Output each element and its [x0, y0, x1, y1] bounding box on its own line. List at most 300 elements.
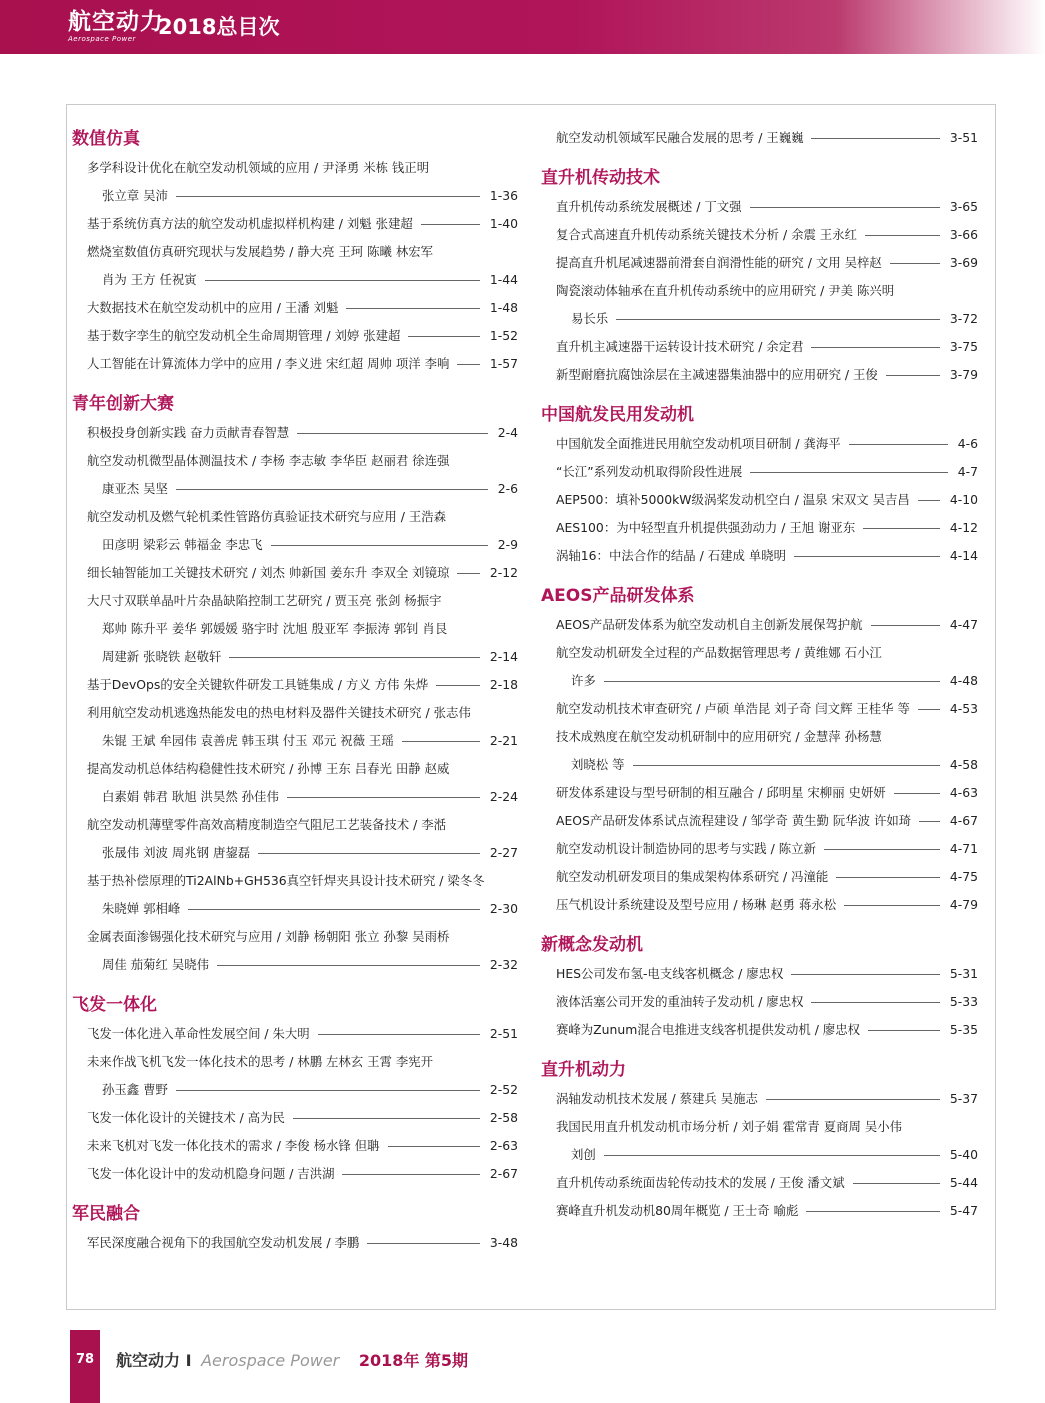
leader-line	[919, 821, 940, 822]
leader-line	[287, 797, 480, 798]
toc-entry[interactable]	[541, 514, 978, 542]
toc-section	[541, 124, 978, 152]
toc-entry[interactable]	[72, 1020, 518, 1048]
toc-entry-text: 孙玉鑫 曹野	[102, 1082, 168, 1097]
toc-entry-text: 直升机传动系统面齿轮传动技术的发展 / 王俊 潘文斌	[556, 1175, 845, 1190]
logo-cn: 航空动力	[68, 9, 164, 35]
toc-entry-line	[541, 1085, 978, 1113]
toc-entry-text: 航空发动机技术审查研究 / 卢硕 单浩昆 刘子奇 闫文辉 王桂华 等	[556, 701, 910, 716]
leader-line	[894, 793, 940, 794]
toc-entry[interactable]	[72, 154, 518, 210]
toc-entry-text: 中国航发全面推进民用航空发动机项目研制 / 龚海平	[556, 436, 841, 451]
leader-line	[604, 1155, 940, 1156]
toc-entry-text: 刘晓松 等	[571, 757, 625, 772]
leader-line	[863, 528, 940, 529]
toc-entry[interactable]	[72, 294, 518, 322]
toc-entry-text: 军民深度融合视角下的我国航空发动机发展 / 李鹏	[87, 1235, 360, 1250]
toc-entry[interactable]	[541, 863, 978, 891]
toc-entry-line	[72, 895, 518, 923]
toc-page-number: 2-30	[489, 901, 518, 916]
toc-entry-line	[72, 1229, 518, 1257]
toc-entry-text: AEP500：填补5000kW级涡桨发动机空白 / 温泉 宋双文 吴吉昌	[556, 492, 910, 507]
toc-entry-text: 飞发一体化设计的关键技术 / 高为民	[87, 1110, 285, 1125]
toc-page-number: 5-35	[949, 1022, 978, 1037]
toc-page-number: 4-12	[949, 520, 978, 535]
leader-line	[811, 347, 939, 348]
toc-entry-text: 基于热补偿原理的Ti2AlNb+GH536真空钎焊夹具设计技术研究 / 梁冬冬	[87, 873, 485, 888]
leader-line	[457, 573, 480, 574]
leader-line	[616, 319, 940, 320]
toc-entry-line	[541, 891, 978, 919]
toc-entry-line	[72, 294, 518, 322]
toc-entry-text: AES100：为中轻型直升机提供强劲动力 / 王旭 谢亚东	[556, 520, 856, 535]
toc-entry-text: 田彦明 梁彩云 韩福金 李忠飞	[102, 537, 263, 552]
toc-entry-text: 复合式高速直升机传动系统关键技术分析 / 余震 王永红	[556, 227, 857, 242]
toc-entry[interactable]	[541, 723, 978, 779]
toc-entry-text: AEOS产品研发体系为航空发动机自主创新发展保驾护航	[556, 617, 863, 632]
leader-line	[890, 263, 940, 264]
toc-entry-line	[541, 863, 978, 891]
logo-en: Aerospace Power	[68, 35, 136, 43]
toc-entry-text: 利用航空发动机逃逸热能发电的热电材料及器件关键技术研究 / 张志伟	[87, 705, 471, 720]
toc-entry-text: 我国民用直升机发动机市场分析 / 刘子娟 霍常青 夏商周 吴小伟	[556, 1119, 903, 1134]
section-title: 青年创新大赛	[72, 394, 174, 414]
leader-line	[750, 472, 947, 473]
toc-entry-line	[541, 639, 978, 667]
toc-entry-text: 航空发动机微型晶体测温技术 / 李杨 李志敏 李华臣 赵丽君 徐连强	[87, 453, 450, 468]
toc-entry[interactable]	[72, 923, 518, 979]
toc-entry-line	[541, 1197, 978, 1225]
toc-entry-text: 易长乐	[571, 311, 609, 326]
toc-page-number: 2-4	[497, 425, 518, 440]
leader-line	[824, 849, 940, 850]
toc-page-number: 2-21	[489, 733, 518, 748]
toc-page-number: 1-40	[489, 216, 518, 231]
toc-entry-line	[72, 447, 518, 475]
toc-entry-line	[541, 1141, 978, 1169]
toc-page-number: 1-48	[489, 300, 518, 315]
toc-entry[interactable]	[541, 779, 978, 807]
toc-entry-line	[72, 699, 518, 727]
section-title: 新概念发动机	[541, 935, 643, 955]
toc-page-number: 4-48	[949, 673, 978, 688]
leader-line	[297, 433, 488, 434]
toc-entry-text: 人工智能在计算流体力学中的应用 / 李义进 宋红超 周帅 项洋 李响	[87, 356, 450, 371]
leader-line	[318, 1034, 480, 1035]
toc-entry[interactable]	[541, 960, 978, 988]
toc-page-number: 3-75	[949, 339, 978, 354]
toc-entry-line	[72, 559, 518, 587]
section-title: 直升机传动技术	[541, 168, 660, 188]
leader-line	[836, 877, 940, 878]
toc-page-number: 3-72	[949, 311, 978, 326]
leader-line	[871, 625, 940, 626]
toc-entry-line	[72, 643, 518, 671]
toc-section	[541, 1055, 978, 1225]
toc-entry[interactable]	[541, 361, 978, 389]
section-title: 直升机动力	[541, 1060, 626, 1080]
toc-entry-text: 陶瓷滚动体轴承在直升机传动系统中的应用研究 / 尹美 陈兴明	[556, 283, 895, 298]
toc-entry-line	[72, 238, 518, 266]
leader-line	[271, 545, 488, 546]
toc-entry-line	[541, 486, 978, 514]
toc-entry[interactable]	[541, 124, 978, 152]
toc-entry[interactable]	[72, 755, 518, 811]
toc-entry[interactable]	[541, 542, 978, 570]
toc-page-number: 2-12	[489, 565, 518, 580]
toc-page-number: 2-58	[489, 1110, 518, 1125]
toc-entry[interactable]	[541, 486, 978, 514]
leader-line	[408, 336, 480, 337]
toc-entry[interactable]	[72, 447, 518, 503]
toc-page-number: 4-67	[949, 813, 978, 828]
leader-line	[806, 1211, 939, 1212]
toc-entry-text: 基于DevOps的安全关键软件研发工具链集成 / 方义 方伟 朱烨	[87, 677, 429, 692]
toc-entry[interactable]	[541, 1197, 978, 1225]
toc-entry[interactable]	[541, 891, 978, 919]
toc-entry[interactable]	[72, 210, 518, 238]
toc-entry-line	[541, 723, 978, 751]
toc-entry-text: 提高发动机总体结构稳健性技术研究 / 孙博 王东 吕春光 田静 赵威	[87, 761, 450, 776]
toc-entry-line	[541, 249, 978, 277]
toc-entry[interactable]	[72, 671, 518, 699]
leader-line	[811, 138, 939, 139]
toc-page-number: 2-24	[489, 789, 518, 804]
toc-entry[interactable]	[541, 807, 978, 835]
toc-entry[interactable]	[72, 559, 518, 587]
section-title: 军民融合	[72, 1204, 140, 1224]
toc-entry-line	[72, 1048, 518, 1076]
toc-page-number: 3-48	[489, 1235, 518, 1250]
section-title: 数值仿真	[72, 129, 140, 149]
toc-section	[541, 581, 978, 919]
toc-section	[72, 389, 518, 979]
toc-section	[72, 990, 518, 1188]
leader-line	[229, 657, 479, 658]
toc-entry-line	[72, 419, 518, 447]
toc-section	[72, 1199, 518, 1257]
toc-entry-line	[72, 1076, 518, 1104]
leader-line	[633, 765, 940, 766]
toc-entry[interactable]	[72, 1160, 518, 1188]
toc-page-number: 4-79	[949, 897, 978, 912]
toc-entry[interactable]	[541, 1113, 978, 1169]
toc-entry-line	[541, 458, 978, 486]
toc-entry-text: 基于数字孪生的航空发动机全生命周期管理 / 刘婷 张建超	[87, 328, 401, 343]
toc-entry-line	[72, 867, 518, 895]
toc-entry-line	[72, 671, 518, 699]
toc-page-number: 2-52	[489, 1082, 518, 1097]
toc-entry-text: 研发体系建设与型号研制的相互融合 / 邱明星 宋柳丽 史妍妍	[556, 785, 886, 800]
toc-page-number: 5-44	[949, 1175, 978, 1190]
toc-entry-text: 技术成熟度在航空发动机研制中的应用研究 / 金慧萍 孙杨慧	[556, 729, 882, 744]
toc-entry[interactable]	[72, 1229, 518, 1257]
toc-page-number: 2-27	[489, 845, 518, 860]
toc-entry-text: 赛峰直升机发动机80周年概览 / 王士奇 喻彪	[556, 1203, 799, 1218]
toc-entry-text: 燃烧室数值仿真研究现状与发展趋势 / 静大亮 王珂 陈曦 林宏军	[87, 244, 434, 259]
toc-entry[interactable]	[541, 458, 978, 486]
toc-entry-line	[541, 988, 978, 1016]
toc-entry-text: 液体活塞公司开发的重油转子发动机 / 廖忠权	[556, 994, 804, 1009]
toc-page-number: 1-36	[489, 188, 518, 203]
toc-section	[541, 400, 978, 570]
toc-entry[interactable]	[541, 835, 978, 863]
toc-page-number: 4-6	[957, 436, 978, 451]
toc-entry-line	[72, 587, 518, 615]
leader-line	[188, 909, 480, 910]
leader-line	[886, 375, 940, 376]
toc-entry-text: 周建新 张晓铁 赵敬轩	[102, 649, 222, 664]
toc-entry-text: 张晟伟 刘波 周兆钢 唐鋆磊	[102, 845, 251, 860]
toc-entry[interactable]	[72, 322, 518, 350]
toc-page-number: 1-44	[489, 272, 518, 287]
leader-line	[342, 1174, 479, 1175]
toc-page-number: 3-69	[949, 255, 978, 270]
toc-page-number: 2-14	[489, 649, 518, 664]
toc-entry-line	[541, 779, 978, 807]
toc-section	[541, 930, 978, 1044]
header-banner	[0, 0, 1045, 54]
toc-page-number: 5-40	[949, 1147, 978, 1162]
toc-entry-line	[72, 266, 518, 294]
toc-right-column	[541, 124, 978, 1236]
leader-line	[766, 1099, 940, 1100]
leader-line	[205, 280, 480, 281]
toc-entry-text: 航空发动机领域军民融合发展的思考 / 王巍巍	[556, 130, 804, 145]
toc-page-number: 2-51	[489, 1026, 518, 1041]
toc-page-number: 4-63	[949, 785, 978, 800]
toc-entry-line	[541, 1016, 978, 1044]
toc-entry-line	[72, 210, 518, 238]
toc-page-number: 2-67	[489, 1166, 518, 1181]
toc-entry-text: 大数据技术在航空发动机中的应用 / 王潘 刘魁	[87, 300, 339, 315]
toc-entry-text: 大尺寸双联单晶叶片杂晶缺陷控制工艺研究 / 贾玉亮 张剑 杨振宇	[87, 593, 442, 608]
toc-entry[interactable]	[72, 238, 518, 294]
leader-line	[918, 709, 940, 710]
toc-entry-line	[72, 615, 518, 643]
toc-entry-line	[541, 751, 978, 779]
toc-entry[interactable]	[541, 249, 978, 277]
toc-page-number: 2-18	[489, 677, 518, 692]
leader-line	[258, 853, 480, 854]
toc-page-number: 4-71	[949, 841, 978, 856]
toc-entry[interactable]	[541, 333, 978, 361]
toc-entry-text: 刘创	[571, 1147, 596, 1162]
leader-line	[421, 224, 480, 225]
toc-page-number: 5-31	[949, 966, 978, 981]
leader-line	[346, 308, 479, 309]
leader-line	[604, 681, 940, 682]
toc-entry[interactable]	[541, 430, 978, 458]
toc-entry-text: 涡轴16：中法合作的结晶 / 石建成 单晓明	[556, 548, 787, 563]
leader-line	[436, 685, 480, 686]
toc-entry-line	[541, 361, 978, 389]
toc-entry-text: 未来飞机对飞发一体化技术的需求 / 李俊 杨水锋 但聃	[87, 1138, 380, 1153]
page-title: 2018总目次	[158, 15, 280, 39]
toc-entry-text: 未来作战飞机飞发一体化技术的思考 / 林鹏 左林玄 王霄 李宪开	[87, 1054, 434, 1069]
toc-entry-text: 飞发一体化进入革命性发展空间 / 朱大明	[87, 1026, 310, 1041]
toc-entry[interactable]	[72, 699, 518, 755]
toc-page-number: 5-37	[949, 1091, 978, 1106]
toc-entry-line	[72, 1104, 518, 1132]
toc-entry-line	[72, 811, 518, 839]
toc-entry-line	[72, 1160, 518, 1188]
footer-magazine-en: Aerospace Power	[201, 1351, 340, 1370]
toc-entry-text: 张立章 吴沛	[102, 188, 168, 203]
toc-entry-text: 周佳 茄菊红 吴晓伟	[102, 957, 210, 972]
leader-line	[176, 196, 480, 197]
toc-entry[interactable]	[72, 867, 518, 923]
toc-entry[interactable]	[72, 811, 518, 867]
footer-magazine	[116, 1348, 468, 1371]
toc-entry-text: 金属表面渗锡强化技术研究与应用 / 刘静 杨朝阳 张立 孙黎 吴雨桥	[87, 929, 450, 944]
leader-line	[750, 207, 940, 208]
leader-line	[176, 489, 488, 490]
toc-entry-text: 积极投身创新实践 奋力贡献青春智慧	[87, 425, 290, 440]
leader-line	[217, 965, 480, 966]
toc-left-column	[72, 124, 518, 1268]
toc-entry-line	[541, 807, 978, 835]
toc-entry[interactable]	[541, 988, 978, 1016]
toc-entry[interactable]	[72, 587, 518, 671]
leader-line	[844, 905, 940, 906]
toc-entry-line	[72, 154, 518, 182]
toc-section	[72, 124, 518, 378]
toc-entry-line	[72, 923, 518, 951]
leader-line	[811, 1002, 939, 1003]
toc-entry-line	[72, 1020, 518, 1048]
toc-entry-line	[541, 960, 978, 988]
leader-line	[853, 1183, 940, 1184]
leader-line	[402, 741, 480, 742]
toc-entry-text: 肖为 王方 任祝寅	[102, 272, 197, 287]
leader-line	[868, 1030, 940, 1031]
toc-entry-text: 航空发动机研发全过程的产品数据管理思考 / 黄维娜 石小江	[556, 645, 882, 660]
toc-page-number: 4-10	[949, 492, 978, 507]
toc-entry[interactable]	[541, 639, 978, 695]
toc-entry-text: 白素娟 韩君 耿旭 洪昊然 孙佳伟	[102, 789, 279, 804]
toc-entry-text: 航空发动机设计制造协同的思考与实践 / 陈立新	[556, 841, 816, 856]
toc-entry-text: 直升机主减速器干运转设计技术研究 / 余定君	[556, 339, 804, 354]
toc-entry[interactable]	[72, 1132, 518, 1160]
toc-page-number: 2-9	[497, 537, 518, 552]
leader-line	[865, 235, 940, 236]
toc-entry-text: 朱锟 王斌 牟园伟 袁善虎 韩玉琪 付玉 邓元 祝薇 王瑶	[102, 733, 394, 748]
toc-page-number: 4-58	[949, 757, 978, 772]
section-title: 飞发一体化	[72, 995, 157, 1015]
toc-entry-text: 航空发动机及燃气轮机柔性管路仿真验证技术研究与应用 / 王浩森	[87, 509, 446, 524]
toc-page-number: 1-52	[489, 328, 518, 343]
toc-entry-line	[72, 951, 518, 979]
toc-entry[interactable]	[541, 221, 978, 249]
toc-entry-line	[541, 430, 978, 458]
toc-entry[interactable]	[541, 695, 978, 723]
toc-entry-text: 许多	[571, 673, 596, 688]
toc-entry-line	[541, 333, 978, 361]
toc-entry-line	[72, 475, 518, 503]
toc-entry-text: AEOS产品研发体系试点流程建设 / 邹学奇 黄生勤 阮华波 许如琦	[556, 813, 912, 828]
toc-entry-line	[541, 124, 978, 152]
toc-entry-line	[541, 221, 978, 249]
toc-entry-line	[541, 835, 978, 863]
leader-line	[388, 1146, 480, 1147]
leader-line	[457, 364, 480, 365]
leader-line	[791, 974, 939, 975]
toc-entry-text: 航空发动机薄壁零件高效高精度制造空气阻尼工艺装备技术 / 李湉	[87, 817, 446, 832]
toc-entry-text: 基于系统仿真方法的航空发动机虚拟样机构建 / 刘魁 张建超	[87, 216, 413, 231]
toc-entry-text: 细长轴智能加工关键技术研究 / 刘杰 帅新国 姜东升 李双全 刘镜琼	[87, 565, 450, 580]
toc-page-number: 4-7	[957, 464, 978, 479]
toc-page-number: 3-51	[949, 130, 978, 145]
toc-entry[interactable]	[72, 503, 518, 559]
toc-entry-line	[72, 727, 518, 755]
toc-entry-text: 康亚杰 吴坚	[102, 481, 168, 496]
toc-entry[interactable]	[541, 1169, 978, 1197]
toc-page-number: 4-75	[949, 869, 978, 884]
toc-entry-line	[541, 1169, 978, 1197]
toc-entry-text: “长江”系列发动机取得阶段性进展	[556, 464, 743, 479]
toc-entry-line	[72, 755, 518, 783]
toc-page-number: 4-53	[949, 701, 978, 716]
toc-entry[interactable]	[72, 419, 518, 447]
toc-entry-line	[72, 839, 518, 867]
toc-entry-text: 赛峰为Zunum混合电推进支线客机提供发动机 / 廖忠权	[556, 1022, 860, 1037]
toc-entry-text: 直升机传动系统发展概述 / 丁文强	[556, 199, 742, 214]
toc-entry[interactable]	[72, 350, 518, 378]
section-title: AEOS产品研发体系	[541, 586, 695, 606]
toc-entry-line	[72, 783, 518, 811]
magazine-logo	[68, 10, 164, 43]
toc-entry-line	[541, 277, 978, 305]
toc-entry-line	[541, 1113, 978, 1141]
section-title: 中国航发民用发动机	[541, 405, 694, 425]
toc-entry-line	[541, 305, 978, 333]
toc-entry-line	[541, 514, 978, 542]
page-number: 78	[70, 1330, 100, 1403]
toc-entry-text: 新型耐磨抗腐蚀涂层在主减速器集油器中的应用研究 / 王俊	[556, 367, 878, 382]
toc-entry-text: 涡轴发动机技术发展 / 蔡建兵 吴施志	[556, 1091, 758, 1106]
toc-entry-text: HES公司发布氢-电支线客机概念 / 廖忠权	[556, 966, 784, 981]
toc-entry[interactable]	[541, 1016, 978, 1044]
toc-entry-line	[72, 503, 518, 531]
toc-entry[interactable]	[541, 1085, 978, 1113]
toc-page-number: 3-66	[949, 227, 978, 242]
toc-entry[interactable]	[72, 1104, 518, 1132]
toc-entry-line	[541, 695, 978, 723]
leader-line	[918, 500, 940, 501]
toc-entry-line	[72, 322, 518, 350]
toc-entry-text: 提高直升机尾减速器前滑套自润滑性能的研究 / 文用 吴梓赵	[556, 255, 882, 270]
toc-entry-text: 航空发动机研发项目的集成架构体系研究 / 冯潼能	[556, 869, 829, 884]
toc-entry[interactable]	[541, 193, 978, 221]
toc-page-number: 4-47	[949, 617, 978, 632]
toc-entry-line	[541, 542, 978, 570]
toc-page-number: 1-57	[489, 356, 518, 371]
toc-entry[interactable]	[72, 1048, 518, 1104]
toc-entry-line	[72, 1132, 518, 1160]
toc-entry[interactable]	[541, 611, 978, 639]
toc-entry-text: 飞发一体化设计中的发动机隐身问题 / 吉洪湖	[87, 1166, 335, 1181]
page-footer	[0, 1330, 1045, 1403]
toc-entry-line	[72, 350, 518, 378]
toc-entry-line	[541, 667, 978, 695]
toc-page-number: 2-32	[489, 957, 518, 972]
leader-line	[367, 1243, 480, 1244]
toc-entry[interactable]	[541, 277, 978, 333]
leader-line	[176, 1090, 480, 1091]
toc-page-number: 5-33	[949, 994, 978, 1009]
leader-line	[794, 556, 940, 557]
